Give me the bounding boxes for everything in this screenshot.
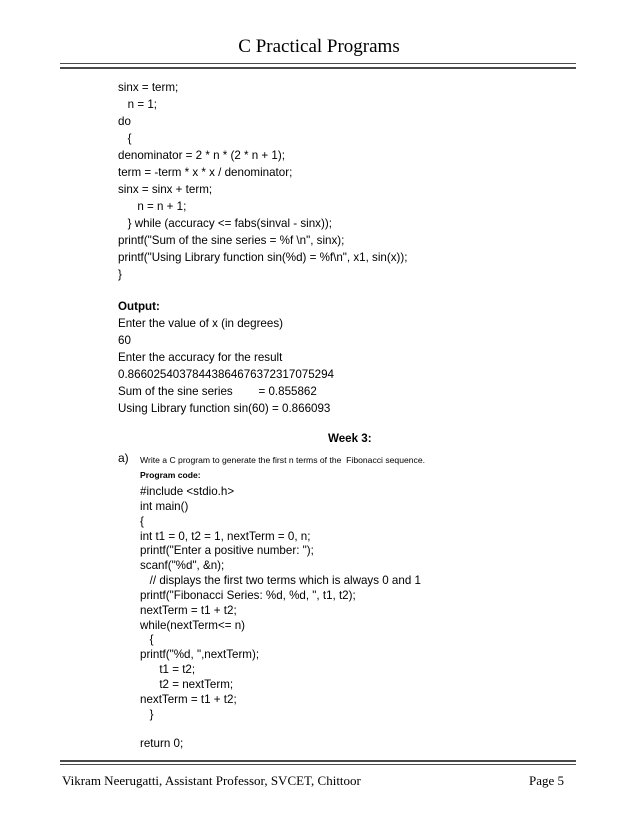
footer-rule-thick bbox=[60, 760, 576, 762]
code-line: n = n + 1; bbox=[118, 200, 187, 213]
output-line: Sum of the sine series = 0.855862 bbox=[118, 385, 317, 398]
code-line: { bbox=[118, 132, 132, 145]
code-line: denominator = 2 * n * (2 * n + 1); bbox=[118, 149, 285, 162]
output-heading: Output: bbox=[118, 300, 160, 313]
footer-author: Vikram Neerugatti, Assistant Professor, SVCET, Chittoor bbox=[62, 773, 361, 788]
code-line: } bbox=[140, 707, 154, 721]
output-line: Enter the accuracy for the result bbox=[118, 351, 283, 364]
code-line: int main() bbox=[140, 499, 189, 513]
code-line: // displays the first two terms which is always 0 and 1 bbox=[140, 574, 421, 587]
code-line: sinx = sinx + term; bbox=[118, 183, 213, 196]
code-line: { bbox=[140, 633, 154, 647]
code-line: #include <stdio.h> bbox=[140, 485, 235, 498]
code-line: { bbox=[140, 514, 144, 528]
week-heading: Week 3: bbox=[328, 432, 372, 445]
code-line: t1 = t2; bbox=[140, 663, 196, 676]
code-line: printf("Enter a positive number: "); bbox=[140, 544, 314, 558]
footer-rule bbox=[60, 764, 576, 765]
program-code-label: Program code: bbox=[140, 470, 201, 480]
code-line: while(nextTerm<= n) bbox=[140, 618, 246, 632]
question-marker: a) bbox=[118, 451, 129, 465]
footer-page-number: Page 5 bbox=[528, 773, 564, 788]
output-line: 0.866025403784438646763723170752​94 bbox=[118, 368, 335, 381]
code-line: t2 = nextTerm; bbox=[140, 677, 234, 691]
header-rule-thick bbox=[60, 67, 576, 69]
code-line: term = -term * x * x / denominator; bbox=[118, 166, 293, 179]
output-line: Using Library function sin(60) = 0.866093 bbox=[118, 402, 331, 415]
code-line: printf("%d, ",nextTerm); bbox=[140, 648, 260, 662]
code-line: return 0; bbox=[140, 737, 184, 751]
code-line: printf("Using Library function sin(%d) = %f\n", x1, sin(x)); bbox=[118, 251, 408, 264]
code-line: do bbox=[118, 115, 131, 128]
code-line: int t1 = 0, t2 = 1, nextTerm = 0, n; bbox=[140, 529, 311, 543]
code-line: scanf("%d", &n); bbox=[140, 559, 225, 573]
code-line: printf("Fibonacci Series: %d, %d, ", t1, t2); bbox=[140, 588, 356, 602]
code-line: } while (accuracy <= fabs(sinval - sinx)); bbox=[118, 217, 332, 230]
code-line: sinx = term; bbox=[118, 81, 179, 94]
code-line: n = 1; bbox=[118, 98, 157, 111]
code-line: nextTerm = t1 + t2; bbox=[140, 603, 237, 617]
question-text: Write a C program to generate the first n terms of the Fibonacci sequence. bbox=[140, 455, 426, 465]
header-rule bbox=[60, 63, 576, 64]
page-header-title: C Practical Programs bbox=[238, 36, 400, 57]
output-line: 60 bbox=[118, 334, 131, 347]
code-line: printf("Sum of the sine series = %f \n", sinx); bbox=[118, 234, 345, 247]
code-line: nextTerm = t1 + t2; bbox=[140, 692, 237, 706]
output-line: Enter the value of x (in degrees) bbox=[118, 317, 283, 330]
code-line: } bbox=[118, 268, 122, 281]
